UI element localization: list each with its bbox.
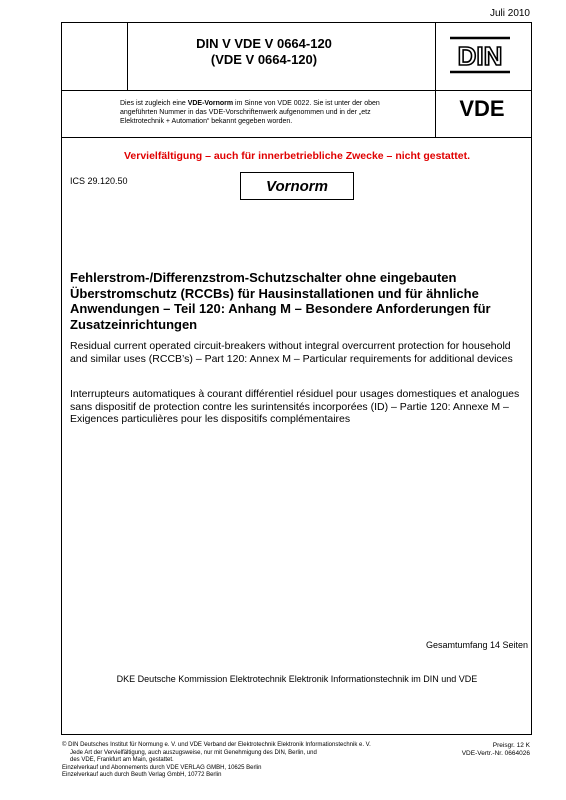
vde-notice	[120, 99, 405, 126]
sales-line-2: Einzelverkauf auch durch Beuth Verlag GmbH, 10772 Berlin	[62, 772, 222, 778]
vde-order-number: VDE-Vertr.-Nr. 0664026	[461, 750, 530, 757]
publication-date: Juli 2010	[489, 8, 530, 19]
vde-logo	[449, 95, 515, 121]
copyright-line-3: des VDE, Frankfurt am Main, gestattet.	[70, 757, 174, 763]
header-divider	[61, 90, 532, 91]
total-pages: Gesamtumfang 14 Seiten	[425, 640, 528, 650]
footer-copyright	[62, 742, 422, 780]
copyright-line-1: © DIN Deutsches Institut für Normung e. V. und VDE Verband der Elektrotechnik Elektronik Informationstechnik e. V.	[62, 742, 371, 748]
document-type-box	[240, 172, 354, 200]
copy-warning: Vervielfältigung – auch für innerbetriebliche Zwecke – nicht gestattet.	[123, 150, 470, 162]
title-french: Interrupteurs automatiques à courant différentiel résiduel pour usages domestiques et analogues sans dispositif de protection contre les surintensités incorporées (ID) – Partie 120: Annexe M – Exigences particulières pour les dispositifs complémentaires	[70, 388, 520, 425]
title-german: Fehlerstrom-/Differenzstrom-Schutzschalter ohne eingebauten Überstromschutz (RCCBs) für Hausinstallationen und für ähnliche Anwendungen – Teil 120: Anhang M – Besondere Anforderungen für Zusatzeinrichtungen	[70, 270, 491, 332]
vde-logo-text: VDE	[459, 96, 505, 121]
title-page-frame	[61, 22, 532, 735]
logo-column-divider	[435, 22, 436, 137]
copyright-line-2: Jede Art der Vervielfältigung, auch auszugsweise, nur mit Genehmigung des DIN, Berlin, und	[70, 749, 317, 756]
dke-line: DKE Deutsche Kommission Elektrotechnik Elektronik Informationstechnik im DIN und VDE	[116, 674, 478, 684]
title-english: Residual current operated circuit-breakers without integral overcurrent protection for household and similar uses (RCCB’s) – Part 120: Annex M – Particular requirements for additional devices	[70, 340, 513, 365]
din-logo-text: DIN	[457, 41, 503, 71]
price-group: Preisgr. 12 K	[492, 742, 530, 749]
standard-number-block	[128, 36, 400, 68]
standard-number: DIN V VDE V 0664-120	[196, 36, 332, 51]
notice-divider	[61, 137, 532, 138]
notice-suffix: im Sinne von VDE 0022. Sie ist unter der oben angeführten Nummer in das VDE-Vorschriftenwerk aufgenommen und in der „etz Elektrotechnik + Automation“ bekannt gegeben worden.	[120, 100, 380, 125]
notice-prefix: Dies ist zugleich eine	[120, 100, 188, 107]
footer-price	[462, 742, 530, 758]
sales-line-1: Einzelverkauf und Abonnements durch VDE VERLAG GMBH, 10625 Berlin	[62, 764, 262, 771]
standard-number-alt: (VDE V 0664-120)	[210, 52, 318, 67]
document-type: Vornorm	[266, 177, 328, 195]
notice-bold: VDE-Vornorm	[187, 100, 234, 107]
ics-code: ICS 29.120.50	[70, 176, 128, 186]
din-logo	[448, 35, 512, 75]
